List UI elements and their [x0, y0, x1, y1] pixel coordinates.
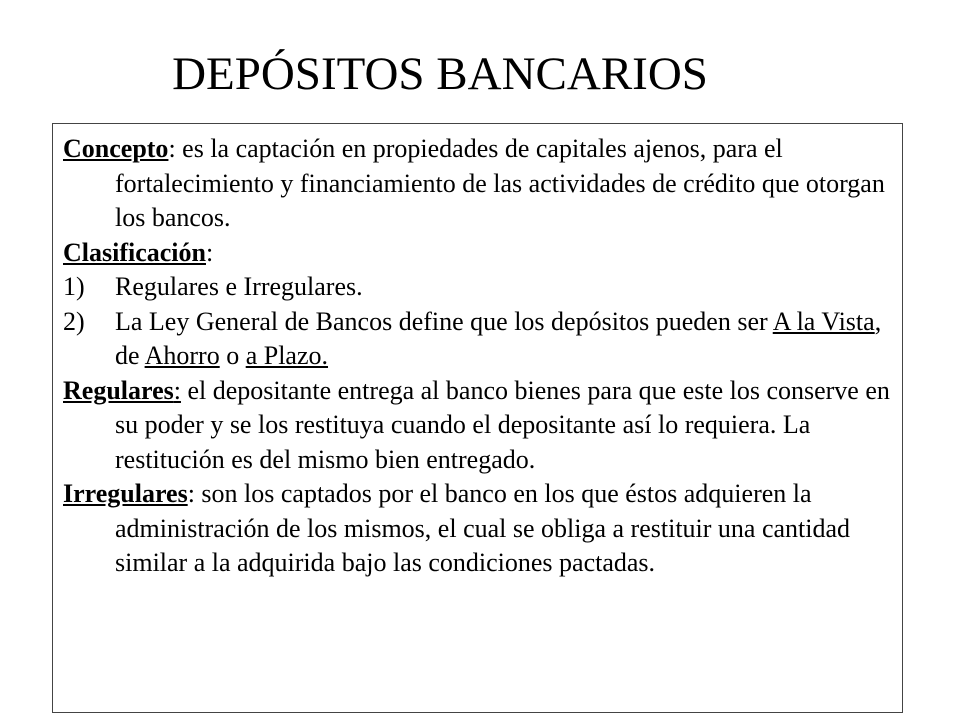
slide-title: DEPÓSITOS BANCARIOS — [172, 48, 708, 100]
a-plazo-text: a Plazo. — [245, 341, 329, 370]
irregulares-paragraph — [63, 477, 892, 581]
ahorro-text: Ahorro — [144, 341, 220, 370]
content-box — [52, 123, 903, 713]
concepto-term: Concepto — [63, 134, 169, 163]
list-item — [63, 305, 892, 374]
clasificacion-term: Clasificación — [63, 237, 206, 267]
irregulares-colon: : — [187, 479, 195, 508]
list-item-text: o — [219, 341, 246, 370]
list-item-text: , de — [115, 306, 882, 370]
clasificacion-heading — [63, 236, 892, 271]
regulares-text: el depositante entrega al banco bienes para que este los conserve en su poder y se los restituya cuando el depositante así lo requiera. La restitución es del mismo bien entregado. — [115, 375, 890, 474]
concepto-paragraph — [63, 132, 892, 236]
regulares-colon: : — [173, 375, 181, 405]
list-item-text: La Ley General de Bancos define que los depósitos pueden ser — [115, 306, 773, 336]
irregulares-term: Irregulares — [63, 479, 188, 508]
regulares-paragraph — [63, 374, 892, 478]
list-item-text: Regulares e Irregulares. — [115, 272, 363, 301]
clasificacion-colon: : — [206, 237, 214, 267]
irregulares-text: son los captados por el banco en los que éstos adquieren la administración de los mismos, el cual se obliga a restituir una cantidad similar a la adquirida bajo las condiciones pactadas. — [115, 479, 851, 577]
list-item-number: 2) — [63, 306, 85, 336]
concepto-text: : es la captación en propiedades de capitales ajenos, para el fortalecimiento y financiamiento de las actividades de crédito que otorgan los bancos. — [115, 134, 885, 232]
a-la-vista-text: A la Vista — [772, 306, 875, 336]
list-item — [63, 270, 892, 305]
regulares-term: Regulares — [63, 375, 174, 405]
list-item-number: 1) — [63, 272, 85, 301]
